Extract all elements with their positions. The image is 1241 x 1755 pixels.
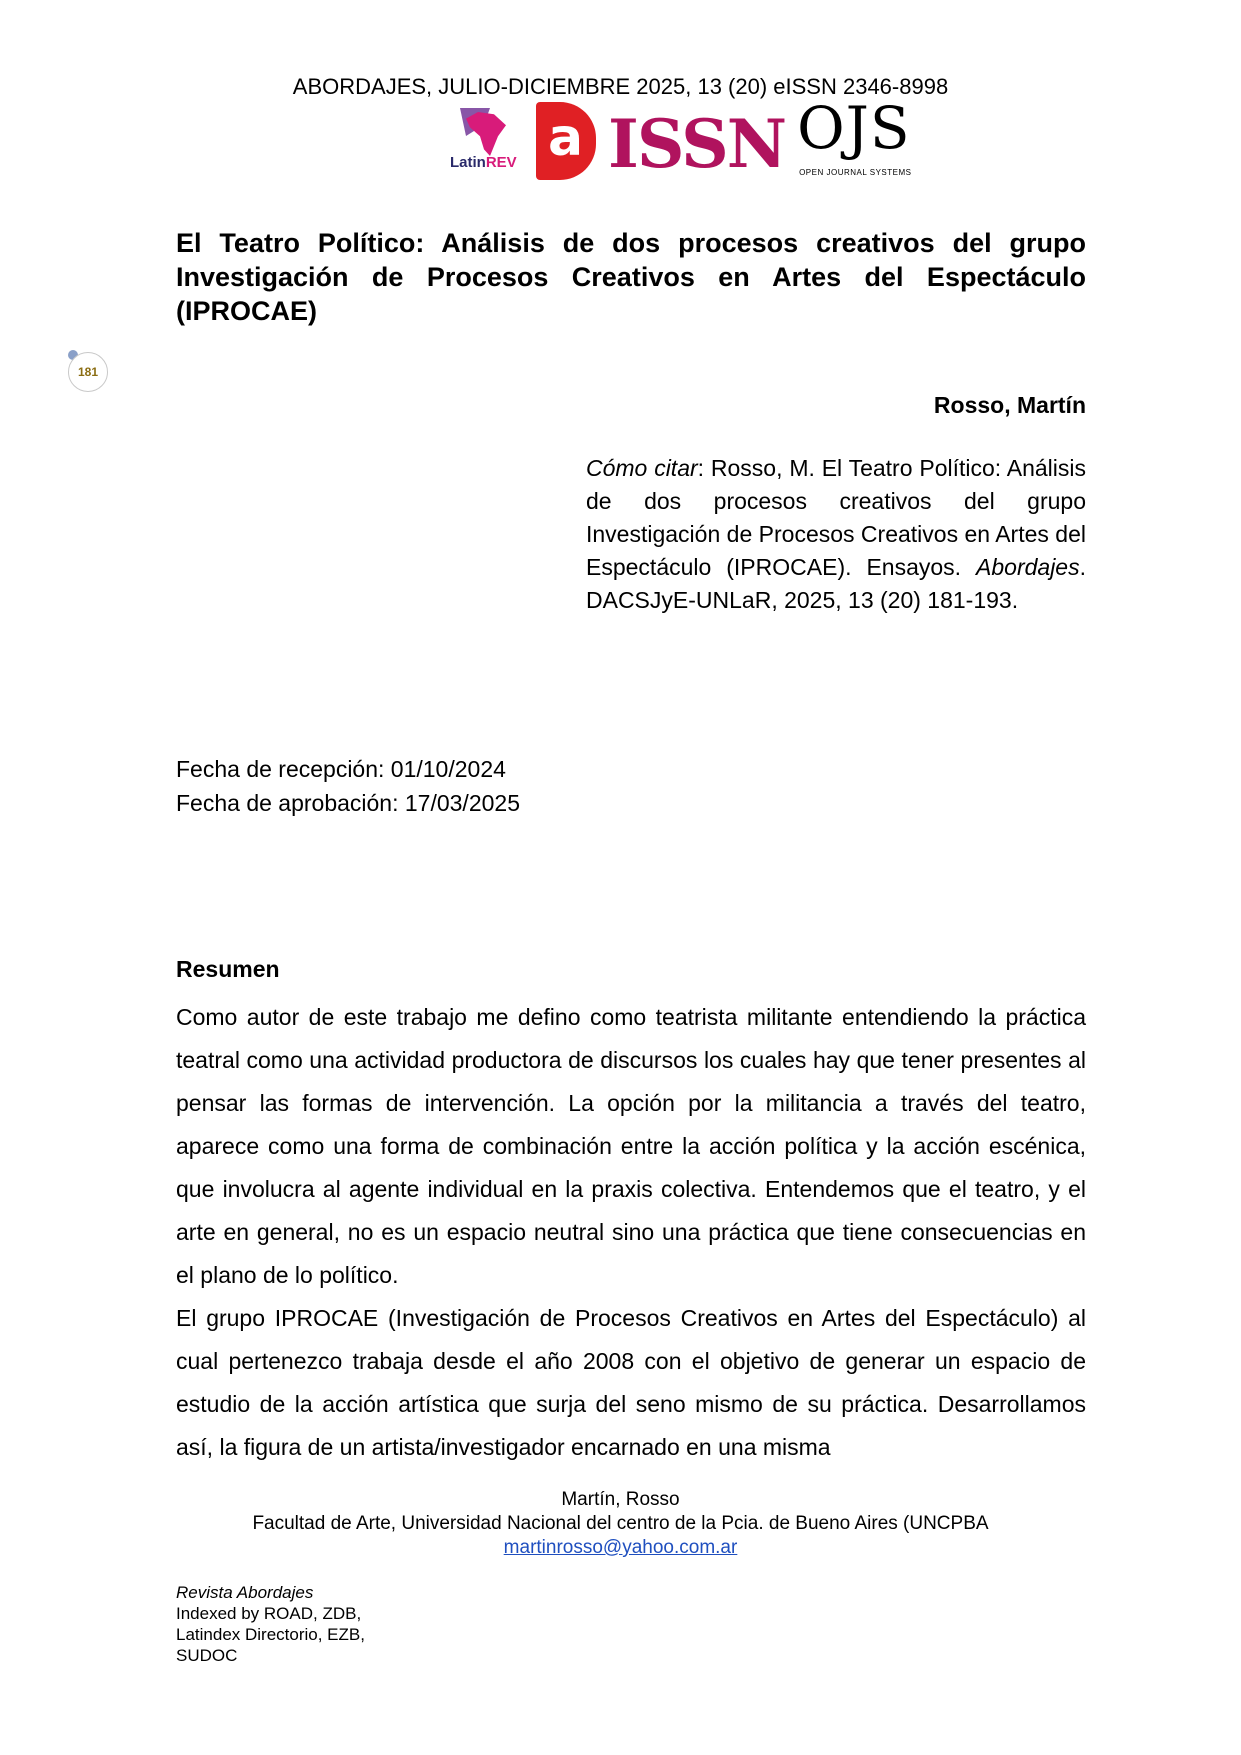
article-author: Rosso, Martín <box>933 392 1086 418</box>
citation-journal: Abordajes <box>976 554 1080 580</box>
abstract-body <box>176 996 1086 1469</box>
latinrev-logo: LatinREV <box>448 104 524 180</box>
abordajes-logo: a <box>536 102 596 180</box>
abstract-paragraph: El grupo IPROCAE (Investigación de Procesos Creativos en Artes del Espectáculo) al cual pertenezco trabaja desde el año 2008 con el objetivo de generar un espacio de estudio de la acción artística que surja del seno mismo de su práctica. Desarrollamos así, la figura de un artista/investigador encarnado en una misma <box>176 1305 1086 1460</box>
abstract-heading: Resumen <box>176 956 280 982</box>
page-number-badge: 181 <box>68 352 108 392</box>
approved-date: Fecha de aprobación: 17/03/2025 <box>176 790 520 816</box>
footer-author-name: Martín, Rosso <box>561 1489 680 1510</box>
index-line: Indexed by ROAD, ZDB, <box>176 1604 362 1623</box>
author-email-link[interactable]: martinrosso@yahoo.com.ar <box>503 1537 738 1558</box>
issn-logo: ISSN <box>608 105 786 183</box>
article-title: El Teatro Político: Análisis de dos procesos creativos del grupo Investigación de Procesos Creativos en Artes del Espectáculo (IPROCAE) <box>176 228 1086 326</box>
journal-name: Revista Abordajes <box>176 1583 314 1602</box>
abstract-paragraph: Como autor de este trabajo me defino como teatrista militante entendiendo la práctica teatral como una actividad productora de discursos los cuales hay que tener presentes al pensar las formas de intervención. La opción por la militancia a través del teatro, aparece como una forma de combinación entre la acción política y la acción escénica, que involucra al agente individual en la praxis colectiva. Entendemos que el teatro, y el arte en general, no es un espacio neutral sino una práctica que tiene consecuencias en el plano de lo político. <box>176 1004 1086 1288</box>
citation-block <box>586 452 1086 617</box>
ojs-logo: OJS OPEN JOURNAL SYSTEMS <box>797 94 912 177</box>
footer-affiliation: Facultad de Arte, Universidad Nacional del centro de la Pcia. de Bueno Aires (UNCPBA <box>252 1513 989 1534</box>
citation-details: . DACSJyE-UNLaR, 2025, 13 (20) 181-193. <box>586 554 1086 613</box>
author-footer <box>0 1488 1241 1560</box>
index-line: SUDOC <box>176 1646 238 1665</box>
journal-header: ABORDAJES, JULIO-DICIEMBRE 2025, 13 (20) eISSN 2346-8998 <box>292 74 949 99</box>
indexing-footer <box>176 1582 365 1666</box>
citation-text: : Rosso, M. El Teatro Político: Análisis de dos procesos creativos del grupo Investigación de Procesos Creativos en Artes del Espectáculo (IPROCAE). Ensayos. <box>586 455 1086 580</box>
index-line: Latindex Directorio, EZB, <box>176 1625 365 1644</box>
citation-label: Cómo citar <box>586 455 698 481</box>
received-date: Fecha de recepción: 01/10/2024 <box>176 756 506 782</box>
dates-block <box>176 752 520 820</box>
logo-strip <box>448 94 912 183</box>
